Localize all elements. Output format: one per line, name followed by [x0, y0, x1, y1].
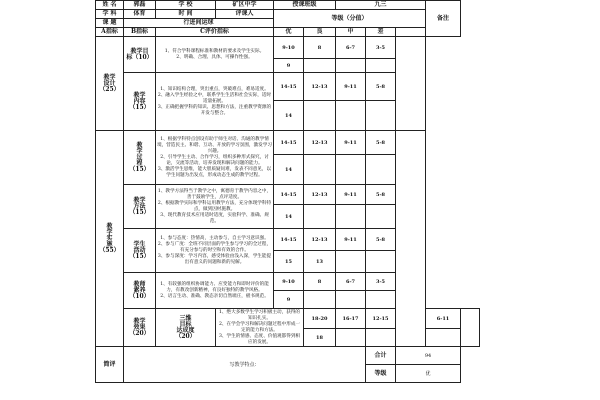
activity-given-excellent: 15 [274, 251, 304, 273]
goal-criteria: 1、符合学科课程标准和教材的要求及学生实际。 2、明确、合理、具体、可操作性强。 [156, 37, 274, 73]
target-score-medium: 12-15 [366, 309, 396, 329]
a-index-header: A指标 [96, 28, 124, 37]
poor-header: 差 [366, 28, 396, 37]
goal-row [96, 37, 480, 59]
activity-score-excellent: 14-15 [274, 229, 304, 251]
effect-remark [461, 309, 480, 347]
content-b-label: 教学 内容 （15） [124, 73, 156, 131]
quality-score-good: 8 [304, 273, 336, 291]
target-score-poor: 6-11 [426, 309, 461, 329]
content-score-good: 12-13 [304, 73, 336, 101]
process-score-medium: 9-11 [336, 131, 366, 155]
activity-criteria: 1、参与态度：热情高，主动参与，自主学习意识强。 2、参与广度：全班不同层面的学生参与学习的全过程，有充分参与的时空和有效的合作。 3、参与深度：学习内容，感受体验由浅入深，学生能提出有意义的问题和新的见解。 [156, 229, 274, 273]
review-area [124, 347, 366, 383]
method-score-poor: 5-8 [366, 185, 396, 205]
total-label: 合计 [366, 347, 396, 365]
method-b-label: 教学 方法 （15） [124, 185, 156, 229]
quality-score-poor: 3-5 [366, 273, 396, 291]
school-value: 矿区中学 [216, 1, 274, 10]
b-index-header: B指标 [124, 28, 156, 37]
process-criteria: 1、根据学科特点创设有助于师生对话、沟通的教学情境，营造民主、和谐、互动、开放的学习氛围，激发学习兴趣。 2、引导学生主动、合作学习，组织多种形式探究，讨论，交流等活动，培养发现和解决问题的能力。 3、激活学生思维，能大胆质疑问难，发表不同意见，以学生问题为出发点，形成动态生成的教学过程。 [156, 131, 274, 185]
goal-score-poor: 3-5 [366, 37, 396, 59]
effect-section-label: 教学 效果 （20） [124, 309, 156, 347]
method-score-excellent: 14-15 [274, 185, 304, 205]
activity-score-poor: 5-8 [366, 229, 396, 251]
target-score-good: 16-17 [336, 309, 366, 329]
total-value: 94 [396, 347, 461, 365]
lesson-evaluation-table [95, 0, 480, 383]
activity-score-medium: 9-11 [336, 229, 366, 251]
content-score-poor: 5-8 [366, 73, 396, 101]
quality-score-excellent: 9-10 [274, 273, 304, 291]
process-row [96, 131, 480, 155]
implementation-section-label: 教 学 实 施 （55） [96, 131, 124, 347]
time-label: 时 间 [156, 10, 216, 19]
goal-score-excellent: 9-10 [274, 37, 304, 59]
goal-score-good: 8 [304, 37, 336, 59]
target-score-excellent: 18-20 [304, 309, 336, 329]
grade-header: 等级（分值） [274, 10, 426, 28]
implementation-remark [396, 131, 426, 347]
method-score-good: 12-13 [304, 185, 336, 205]
review-label: 简评 [96, 347, 124, 383]
content-score-excellent: 14-15 [274, 73, 304, 101]
total-row [96, 347, 480, 365]
column-header-row [96, 28, 480, 37]
process-score-excellent: 14-15 [274, 131, 304, 155]
c-index-header: C评价指标 [156, 28, 274, 37]
medium-header: 中 [336, 28, 366, 37]
evaluator-label: 评课人 [216, 10, 274, 19]
topic-value: 行进间运球 [124, 19, 274, 28]
goal-score-medium: 6-7 [336, 37, 366, 59]
quality-criteria: 1、有较强的组织协调能力、应变能力和即时评价的能力，有教改创新精神，有良好独特的教学风格。 2、语言生动、准确、教态亲切自然端庄，板书规范。 [156, 273, 274, 309]
design-section-label: 教学 设计 （25） [96, 37, 124, 131]
quality-score-medium: 6-7 [336, 273, 366, 291]
excellent-header: 优 [274, 28, 304, 37]
process-given: 14 [274, 155, 304, 185]
quality-b-label: 教师 素养 （10） [124, 273, 156, 309]
content-criteria: 1、知识结构合理，突出重点，突破难点，难易适度。 2、融入学生经验之中，联系学生生活和社会实际，适时适量拓展。 3、正确把握学科的知识、思想和方法，注重教学资源的开发与整合。 [156, 73, 274, 131]
name-value: 郭磊 [124, 1, 156, 10]
target-given: 18 [304, 329, 336, 347]
name-label: 姓 名 [96, 1, 124, 10]
activity-b-label: 学生 活动 （15） [124, 229, 156, 273]
header-row-2 [96, 10, 480, 19]
grade-label: 等级 [366, 365, 396, 383]
grade-value: 优 [396, 365, 461, 383]
good-header: 良 [304, 28, 336, 37]
subject-label: 学 科 [96, 10, 124, 19]
goal-b-label: 教学目 标（10） [124, 37, 156, 73]
class-label: 授课班级 [274, 1, 336, 10]
topic-label: 课 题 [96, 19, 124, 28]
content-score-medium: 9-11 [336, 73, 366, 101]
review-prompt: 写教学特点： [229, 361, 260, 368]
quality-given: 9 [274, 291, 304, 309]
process-b-label: 教 学 过 程 （15） [124, 131, 156, 185]
process-score-poor: 5-8 [366, 131, 396, 155]
target-b-label: 三维 目标 达成度 （20） [156, 309, 216, 347]
target-criteria: 1、绝大多数学生学习积极主动，获得的知识扎实。 2、在学会学习和解决问题过程中形成一定的能力和方法。 3、学生的情感、态度、价值观都得到相应的发展。 [216, 309, 304, 347]
method-criteria: 1、教学方法得当于教学之中，寓德育于教学内容之中，善于鼓励学生，点评适度。 2、根据教学实际和学科运用教学方法，充分体现学科特点，做到因材施教。 3、现代教育技术应用适时适度，实验科学、准确、规范。 [156, 185, 274, 229]
school-label: 学 校 [156, 1, 216, 10]
method-given: 14 [274, 205, 304, 229]
remark-header: 备注 [426, 1, 461, 37]
subject-value: 体育 [124, 10, 156, 19]
method-score-medium: 9-11 [336, 185, 366, 205]
process-score-good: 12-13 [304, 131, 336, 155]
header-row-1 [96, 1, 480, 10]
activity-given-good: 13 [304, 251, 336, 273]
activity-score-good: 12-13 [304, 229, 336, 251]
design-remark [396, 37, 426, 131]
class-value: 九三 [336, 1, 426, 10]
goal-given: 9 [274, 59, 304, 73]
content-given: 14 [274, 101, 304, 131]
